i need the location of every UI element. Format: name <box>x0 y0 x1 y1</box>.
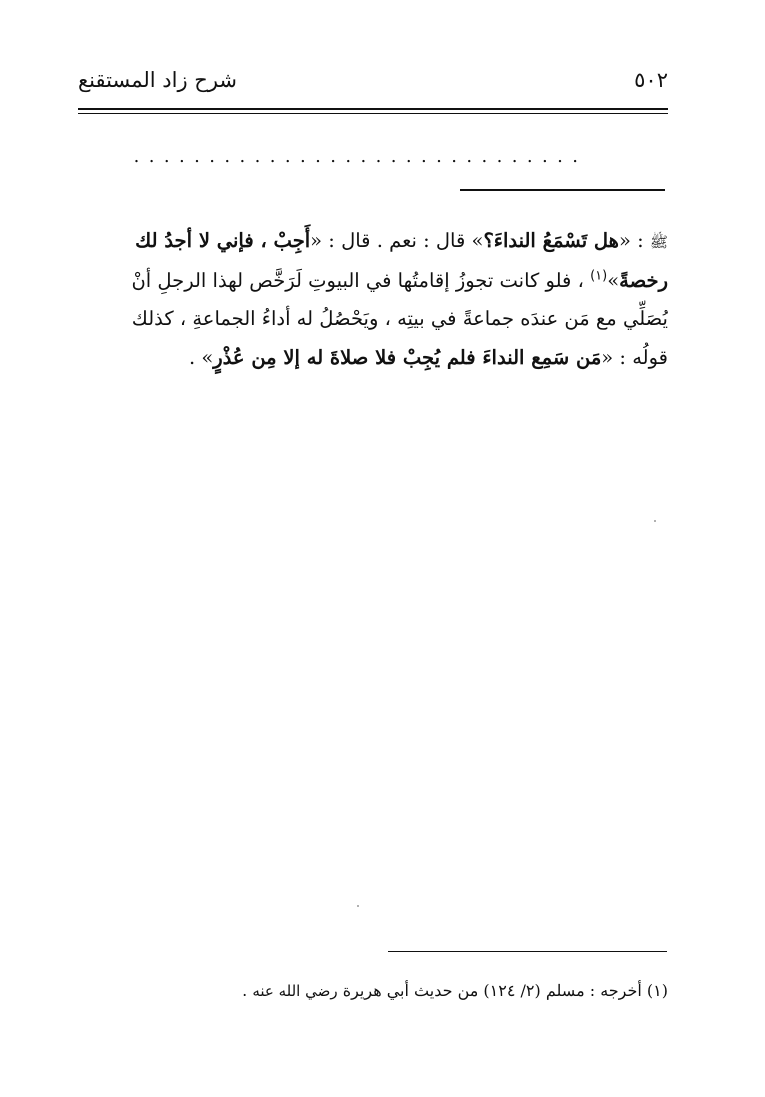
text-line-2 <box>78 262 668 301</box>
footnote-end: . <box>242 981 253 1000</box>
honorific-mark: ﷺ <box>649 233 668 251</box>
footnote <box>78 978 668 1004</box>
hadith-quote: هل تَسْمَعُ النداءَ؟ <box>483 229 619 252</box>
text-line-1 <box>78 222 668 262</box>
page-number: ٥٠٢ <box>634 68 668 92</box>
footnote-reference[interactable]: (١) <box>590 268 608 283</box>
text-span: يُصَلِّي مع مَن عندَه جماعةً في بيتِه ، ويَحْصُلُ له أداءُ الجماعةِ ، كذلك <box>131 307 668 330</box>
main-text <box>78 222 668 377</box>
text-line-4 <box>78 339 668 378</box>
text-span: قولُه : « <box>601 345 668 369</box>
continuation-dots: .............................. <box>133 146 588 167</box>
text-span: » قال : نعم . قال : « <box>310 229 484 252</box>
hadith-quote: رخصةً <box>619 268 668 292</box>
text-span: ، فلو كانت تجوزُ إقامتُها في البيوتِ لَرَخَّص لهذا الرجلِ أنْ <box>131 268 591 292</box>
hadith-quote: أَجِبْ ، فإني لا أجدُ لك <box>135 229 311 252</box>
text-span: » . <box>188 345 214 369</box>
header-rule <box>78 108 668 114</box>
footnote-rule <box>388 951 667 952</box>
section-rule <box>460 189 665 191</box>
footnote-text: (١) أخرجه : مسلم (٢/ ١٢٤) من حديث أبي هريرة <box>342 981 668 1000</box>
text-span: » <box>607 268 620 292</box>
book-title: شرح زاد المستقنع <box>78 68 237 92</box>
running-header <box>78 62 668 104</box>
honorific-mark: رضي الله عنه <box>252 982 338 1000</box>
scan-speck <box>357 905 359 907</box>
hadith-quote: مَن سَمِع النداءَ فلم يُجِبْ فلا صلاةَ له إلا مِن عُذْرٍ <box>213 345 602 369</box>
text-line-3 <box>78 300 668 339</box>
text-span: : « <box>618 229 650 252</box>
scan-speck <box>654 520 656 522</box>
